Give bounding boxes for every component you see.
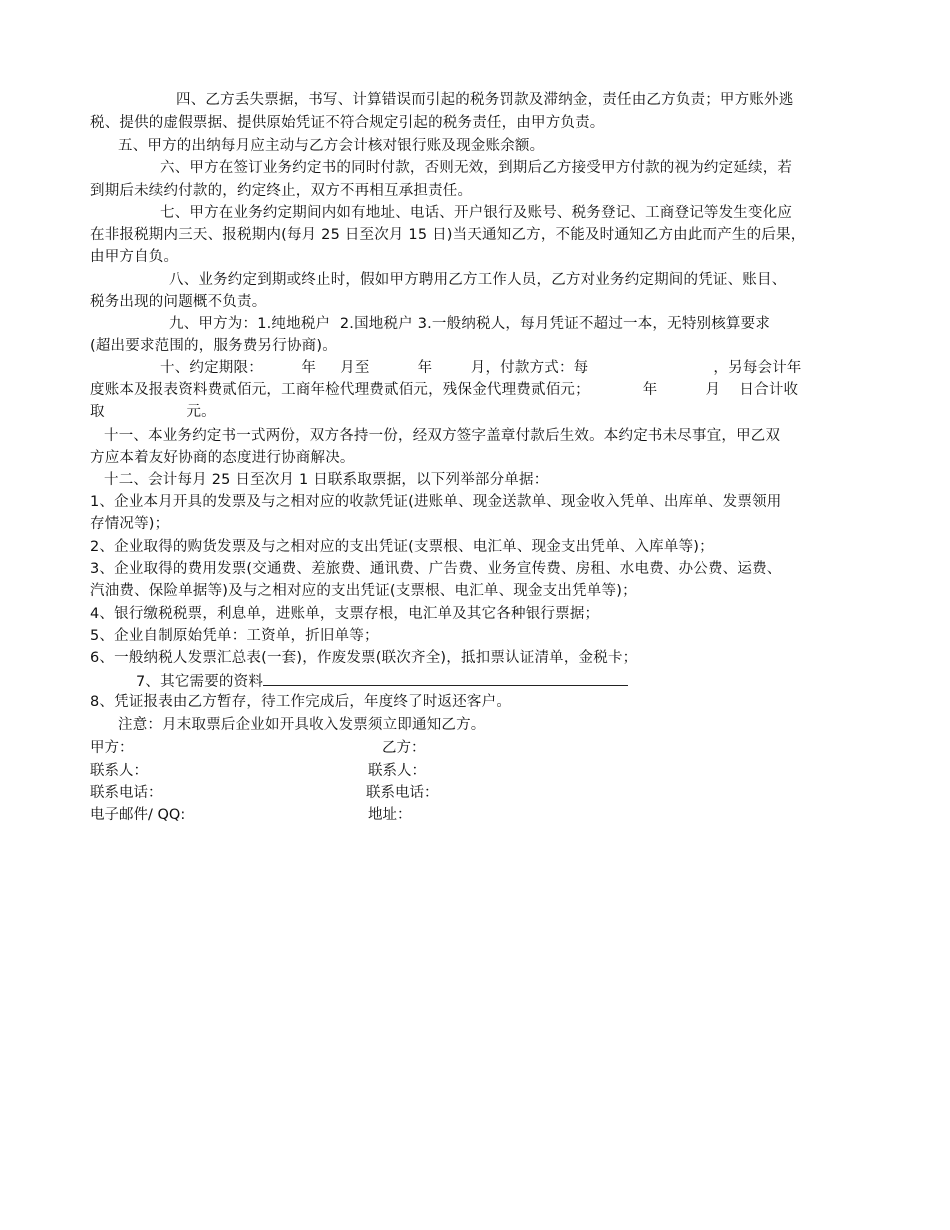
item-1-line-1: 1、企业本月开具的发票及与之相对应的收款凭证(进账单、现金送款单、现金收入凭单、出库单、发票领用 — [90, 494, 782, 510]
note: 注意：月末取票后企业如开具收入发票须立即通知乙方。 — [118, 717, 486, 733]
email-qq-label: 电子邮件/ QQ: — [90, 807, 186, 823]
clause-12-heading: 十二、会计每月 25 日至次月 1 日联系取票据，以下列举部分单据： — [104, 472, 549, 488]
item-3-line-2: 汽油费、保险单据等)及与之相对应的支出凭证(支票根、电汇单、现金支出凭单等)； — [90, 583, 637, 599]
clause-7-line-3: 由甲方自负。 — [90, 249, 179, 265]
item-3-line-1: 3、企业取得的费用发票(交通费、差旅费、通讯费、广告费、业务宣传费、房租、水电费、办公费、运费、 — [90, 561, 782, 577]
clause-6-line-1: 六、甲方在签订业务约定书的同时付款，否则无效，到期后乙方接受甲方付款的视为约定延续，若 — [160, 160, 793, 176]
item-5: 5、企业自制原始凭单：工资单，折旧单等； — [90, 628, 379, 644]
clause-4-line-1: 四、乙方丢失票据，书写、计算错误而引起的税务罚款及滞纳金，责任由乙方负责；甲方账外逃 — [176, 92, 794, 108]
phone-b-label: 联系电话： — [366, 785, 439, 801]
clause-9-line-1: 九、甲方为：1.纯地税户 2.国地税户 3.一般纳税人，每月凭证不超过一本，无特别核算要求 — [169, 316, 771, 332]
clause-9-line-2: (超出要求范围的，服务费另行协商)。 — [90, 338, 337, 354]
clause-4-line-2: 税、提供的虚假票据、提供原始凭证不符合规定引起的税务责任，由甲方负责。 — [90, 115, 605, 131]
clause-10-line-1: 十、约定期限： 年 月至 年 月，付款方式：每 ，另每会计年 — [160, 360, 802, 376]
item-2: 2、企业取得的购货发票及与之相对应的支出凭证(支票根、电汇单、现金支出凭单、入库单等)； — [90, 539, 714, 555]
item-8: 8、凭证报表由乙方暂存，待工作完成后，年度终了时返还客户。 — [90, 694, 512, 710]
contact-b-label: 联系人： — [368, 763, 426, 779]
clause-5: 五、甲方的出纳每月应主动与乙方会计核对银行账及现金账余额。 — [118, 138, 545, 154]
item-6: 6、一般纳税人发票汇总表(一套)，作废发票(联次齐全)，抵扣票认证清单，金税卡； — [90, 650, 638, 666]
party-a-label: 甲方： — [90, 740, 134, 756]
address-label: 地址： — [368, 807, 412, 823]
clause-7-line-2: 在非报税期内三天、报税期内(每月 25 日至次月 15 日)当天通知乙方，不能及时通知乙方由此而产生的后果， — [90, 227, 806, 243]
item-7-blank-line — [263, 670, 628, 686]
phone-a-label: 联系电话： — [90, 785, 163, 801]
party-b-label: 乙方： — [382, 740, 426, 756]
clause-10-line-2: 度账本及报表资料费贰佰元，工商年检代理费贰佰元，残保金代理费贰佰元； 年 月 日合计收 — [90, 382, 799, 398]
item-7 — [136, 670, 916, 692]
clause-8-line-2: 税务出现的问题概不负责。 — [90, 294, 267, 310]
clause-7-line-1: 七、甲方在业务约定期间内如有地址、电话、开户银行及账号、税务登记、工商登记等发生变化应 — [160, 205, 793, 221]
contact-a-label: 联系人： — [90, 763, 148, 779]
clause-10-line-3: 取 元。 — [90, 404, 216, 420]
clause-11-line-1: 十一、本业务约定书一式两份，双方各持一份，经双方签字盖章付款后生效。本约定书未尽事宜，甲乙双 — [104, 428, 781, 444]
clause-6-line-2: 到期后未续约付款的，约定终止，双方不再相互承担责任。 — [90, 183, 473, 199]
clause-11-line-2: 方应本着友好协商的态度进行协商解决。 — [90, 450, 355, 466]
clause-8-line-1: 八、业务约定到期或终止时，假如甲方聘用乙方工作人员，乙方对业务约定期间的凭证、账目、 — [169, 272, 787, 288]
item-4: 4、银行缴税税票，利息单，进账单，支票存根，电汇单及其它各种银行票据； — [90, 606, 600, 622]
item-7-label: 7、其它需要的资料 — [136, 674, 264, 690]
item-1-line-2: 存情况等)； — [90, 516, 170, 532]
